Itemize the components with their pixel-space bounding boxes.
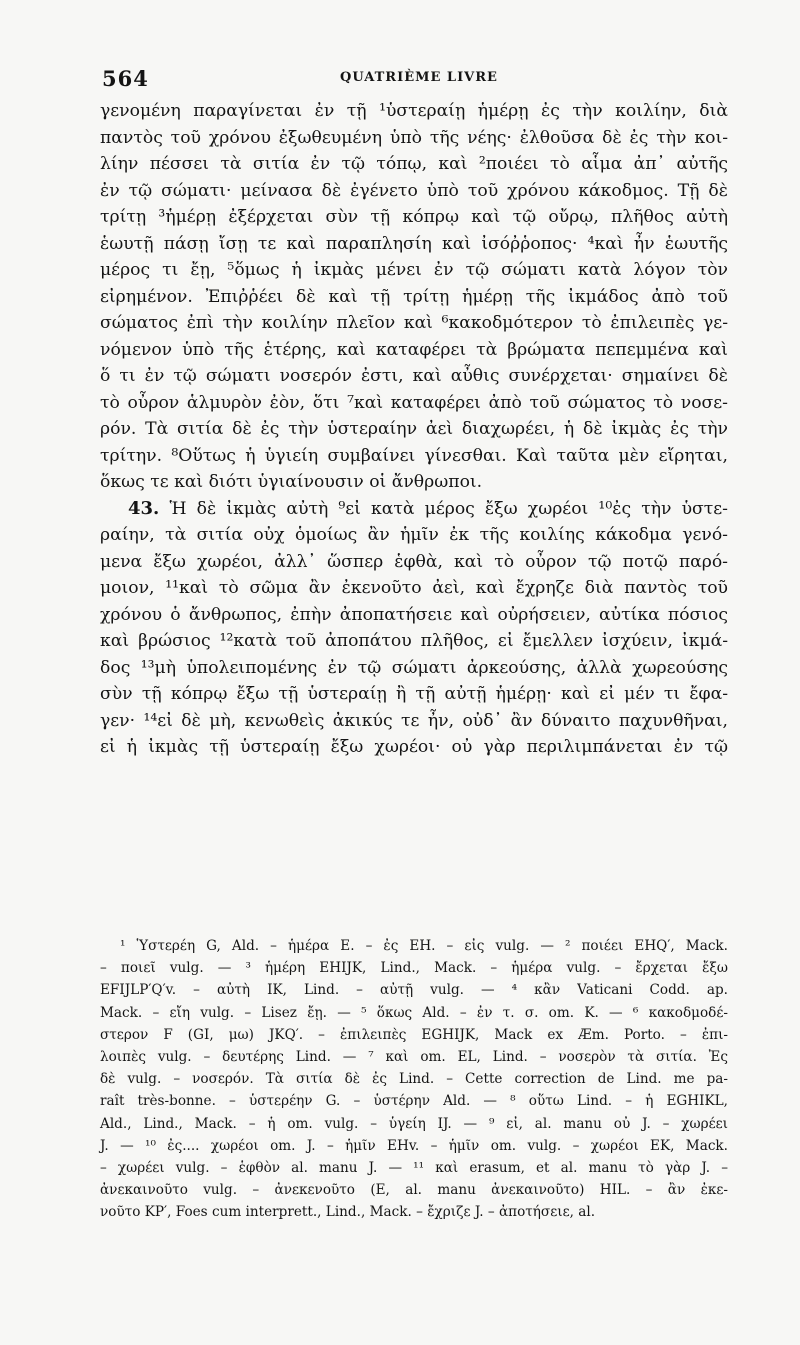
text-line: λίην πέσσει τὰ σιτία ἐν τῷ τόπῳ, καὶ ²ποιέει τὸ αἷμα ἀπ᾽ αὐτῆς xyxy=(100,154,728,174)
text-line: τὸ οὖρον ἁλμυρὸν ἐὸν, ὅτι ⁷καὶ καταφέρει ἀπὸ τοῦ σώματος τὸ νοσε- xyxy=(100,392,728,413)
page-number: 564 xyxy=(102,66,149,91)
text-line: τρίτῃ ³ἡμέρῃ ἐξέρχεται σὺν τῇ κόπρῳ καὶ τῷ οὔρῳ, πλῆθος αὐτὴ xyxy=(100,207,728,227)
text-line: εἰ ἡ ἰκμὰς τῇ ὑστεραίῃ ἔξω χωρέοι· οὐ γὰρ περιλιμπάνεται ἐν τῷ xyxy=(100,737,728,757)
text-line: δος ¹³μὴ ὑπολειπομένης ἐν τῷ σώματι ἀρκεούσης, ἀλλὰ χωρεούσης xyxy=(100,657,728,678)
running-head: QUATRIÈME LIVRE xyxy=(340,70,498,85)
text-line: μοιον, ¹¹καὶ τὸ σῶμα ἂν ἐκενοῦτο ἀεὶ, καὶ ἔχρηζε διὰ παντὸς τοῦ xyxy=(100,578,728,598)
footnote-line: – χωρέει vulg. – ἑφθὸν al. manu J. — ¹¹ καὶ erasum, et al. manu τὸ γὰρ J. – xyxy=(100,1160,728,1177)
footnotes xyxy=(100,935,728,1224)
footnote-line: δὲ vulg. – νοσερόν. Τὰ σιτία δὲ ἐς Lind. – Cette correction de Lind. me pa- xyxy=(100,1071,728,1088)
text-line: γεν· ¹⁴εἰ δὲ μὴ, κενωθεὶς ἀκικύς τε ἦν, οὐδ᾽ ἂν δύναιτο παχυνθῆναι, xyxy=(100,710,728,731)
footnote-line: J. — ¹⁰ ἐς.... χωρέοι om. J. – ἡμῖν EHv. – ἡμῖν om. vulg. – χωρέοι EK, Mack. xyxy=(100,1137,728,1154)
text-line: παντὸς τοῦ χρόνου ἐξωθευμένη ὑπὸ τῆς νέης· ἐλθοῦσα δὲ ἐς τὴν κοι- xyxy=(100,127,728,148)
section-first-line xyxy=(100,496,728,523)
text-line: ραίην, τὰ σιτία οὐχ ὁμοίως ἂν ἡμῖν ἐκ τῆς κοιλίης κάκοδμα γενό- xyxy=(100,525,728,545)
text-line: καὶ βρώσιος ¹²κατὰ τοῦ ἀποπάτου πλῆθος, εἰ ἔμελλεν ἰσχύειν, ἰκμά- xyxy=(100,631,728,651)
text-line: μενα ἔξω χωρέοι, ἀλλ᾽ ὥσπερ ἑφθὰ, καὶ τὸ οὖρον τῷ ποτῷ παρό- xyxy=(100,551,728,572)
footnote-line: raît très-bonne. – ὑστερέην G. – ὑστέρην Ald. — ⁸ οὕτω Lind. – ἡ EGHIKL, xyxy=(100,1093,728,1110)
text-line: σὺν τῇ κόπρῳ ἔξω τῇ ὑστεραίῃ ἢ τῇ αὐτῇ ἡμέρῃ· καὶ εἰ μέν τι ἔφα- xyxy=(100,684,728,704)
footnote-line: στερον F (GI, μω) JKQ′. – ἐπιλειπὲς EGHIJK, Mack ex Æm. Porto. – ἐπι- xyxy=(100,1026,728,1043)
text-line: εἰρημένον. Ἐπιῤῥέει δὲ καὶ τῇ τρίτῃ ἡμέρῃ τῆς ἰκμάδος ἀπὸ τοῦ xyxy=(100,286,728,307)
page-header xyxy=(102,66,732,96)
text-line: τρίτην. ⁸Οὕτως ἡ ὑγιείη συμβαίνει γίνεσθαι. Καὶ ταῦτα μὲν εἴρηται, xyxy=(100,445,728,466)
text-line: ρόν. Τὰ σιτία δὲ ἐς τὴν ὑστεραίην ἀεὶ διαχωρέει, ἡ δὲ ἰκμὰς ἐς τὴν xyxy=(100,419,728,439)
footnote-line: Mack. – εἴη vulg. – Lisez ἔῃ. — ⁵ ὅκως Ald. – ἐν τ. σ. om. K. — ⁶ κακοδμοδέ- xyxy=(100,1004,728,1021)
footnote-line: – ποιεῖ vulg. — ³ ἡμέρη EHIJK, Lind., Mack. – ἡμέρα vulg. – ἔρχεται ἔξω xyxy=(100,960,728,977)
text-line: ἐν τῷ σώματι· μείνασα δὲ ἐγένετο ὑπὸ τοῦ χρόνου κάκοδμος. Τῇ δὲ xyxy=(100,180,728,201)
section-number: 43. xyxy=(128,497,160,519)
footnote-line: νοῦτο KP′, Foes cum interprett., Lind., Mack. – ἔχριζε J. – ἀποτήσειε, al. xyxy=(100,1204,596,1221)
footnote-line: ¹ Ὑστερέη G, Ald. – ἡμέρα E. – ἐς EH. – εἰς vulg. — ² ποιέει EHQ′, Mack. xyxy=(120,938,728,954)
text-line: ὅκως τε καὶ διότι ὑγιαίνουσιν οἱ ἄνθρωποι. xyxy=(100,472,483,492)
footnote-line: Ald., Lind., Mack. – ἡ om. vulg. – ὑγείη IJ. — ⁹ εἰ, al. manu οὐ J. – χωρέει xyxy=(100,1115,728,1132)
text-line: γενομένη παραγίνεται ἐν τῇ ¹ὑστεραίῃ ἡμέρῃ ἐς τὴν κοιλίην, διὰ xyxy=(100,101,728,121)
footnote-line: EFIJLP′Q′v. – αὐτὴ IK, Lind. – αὐτῇ vulg. — ⁴ κἂν Vaticani Codd. ap. xyxy=(100,982,728,999)
text-line: ὅ τι ἐν τῷ σώματι νοσερόν ἐστι, καὶ αὖθις συνέρχεται· σημαίνει δὲ xyxy=(100,366,728,386)
text-line: Ἡ δὲ ἰκμὰς αὐτὴ ⁹εἰ κατὰ μέρος ἔξω χωρέοι ¹⁰ἐς τὴν ὑστε- xyxy=(169,498,728,519)
text-line: μέρος τι ἔῃ, ⁵ὅμως ἡ ἰκμὰς μένει ἐν τῷ σώματι κατὰ λόγον τὸν xyxy=(100,260,728,280)
text-line: χρόνου ὁ ἄνθρωπος, ἐπὴν ἀποπατήσειε καὶ οὐρήσειεν, αὐτίκα πόσιος xyxy=(100,604,728,625)
text-line: ἑωυτῇ πάσῃ ἴσῃ τε καὶ παραπλησίη καὶ ἰσόῤῥοπος· ⁴καὶ ἦν ἑωυτῆς xyxy=(100,233,728,254)
text-line: σώματος ἐπὶ τὴν κοιλίην πλεῖον καὶ ⁶κακοδμότερον τὸ ἐπιλειπὲς γε- xyxy=(100,313,728,333)
main-text xyxy=(100,98,728,761)
footnote-line: λοιπὲς vulg. – δευτέρης Lind. — ⁷ καὶ om. EL, Lind. – νοσερὸν τὰ σιτία. Ἐς xyxy=(100,1049,728,1066)
footnote-line: ἀνεκαινοῦτο vulg. – ἀνεκενοῦτο (E, al. manu ἀνεκαινοῦτο) HIL. – ἂν ἐκε- xyxy=(100,1182,728,1199)
text-line: νόμενον ὑπὸ τῆς ἑτέρης, καὶ καταφέρει τὰ βρώματα πεπεμμένα καὶ xyxy=(100,339,728,360)
